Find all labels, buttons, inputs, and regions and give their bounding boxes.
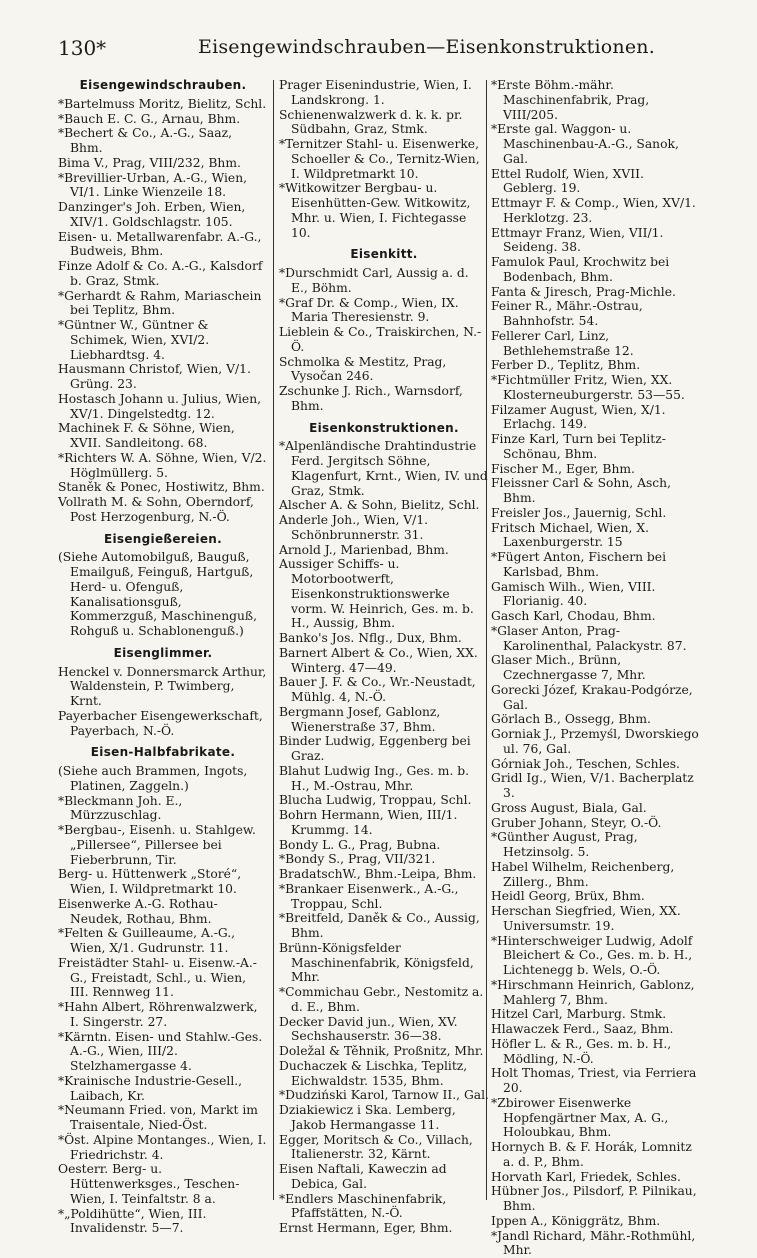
directory-entry: *Bechert & Co., A.-G., Saaz, Bhm. (58, 126, 268, 156)
directory-entry: Freistädter Stahl- u. Eisenw.-A.-G., Freistadt, Schl., u. Wien, III. Rennweg 11. (58, 956, 268, 1000)
directory-entry: BradatschW., Bhm.-Leipa, Bhm. (279, 867, 489, 882)
directory-entry: Bima V., Prag, VIII/232, Bhm. (58, 156, 268, 171)
directory-entry: Gorecki Józef, Krakau-Podgórze, Gal. (491, 683, 701, 713)
directory-entry: Gasch Karl, Chodau, Bhm. (491, 609, 701, 624)
directory-entry: Fischer M., Eger, Bhm. (491, 462, 701, 477)
directory-entry: *Brevillier-Urban, A.-G., Wien, VI/1. Linke Wienzeile 18. (58, 171, 268, 201)
directory-entry: Schmolka & Mestitz, Prag, Vysočan 246. (279, 355, 489, 385)
directory-entry: Görlach B., Ossegg, Bhm. (491, 712, 701, 727)
column-rule (486, 80, 487, 1200)
directory-entry: Hausmann Christof, Wien, V/1. Grüng. 23. (58, 362, 268, 392)
directory-entry: Alscher A. & Sohn, Bielitz, Schl. (279, 498, 489, 513)
directory-entry: *Felten & Guilleaume, A.-G., Wien, X/1. Gudrunstr. 11. (58, 926, 268, 956)
directory-entry: Eisen- u. Metallwarenfabr. A.-G., Budweis, Bhm. (58, 230, 268, 260)
section-heading: Eisenkonstruktionen. (279, 421, 489, 436)
section-heading: Eisengewindschrauben. (58, 78, 268, 93)
directory-entry: Finze Adolf & Co. A.-G., Kalsdorf b. Graz, Stmk. (58, 259, 268, 289)
section-heading: Eisengießereien. (58, 532, 268, 547)
directory-entry: *Bauch E. C. G., Arnau, Bhm. (58, 112, 268, 127)
directory-entry: *Commichau Gebr., Nestomitz a. d. E., Bhm. (279, 985, 489, 1015)
directory-entry: Habel Wilhelm, Reichenberg, Zillerg., Bhm. (491, 860, 701, 890)
directory-entry: Bauer J. F. & Co., Wr.-Neustadt, Mühlg. 4, N.-Ö. (279, 675, 489, 705)
directory-entry: Vollrath M. & Sohn, Oberndorf, Post Herzogenburg, N.-Ö. (58, 495, 268, 525)
directory-entry: *Bondy S., Prag, VII/321. (279, 852, 489, 867)
directory-entry: *Jandl Richard, Mähr.-Rothmühl, Mhr. (491, 1229, 701, 1258)
directory-entry: Blucha Ludwig, Troppau, Schl. (279, 793, 489, 808)
directory-entry: *Erste Böhm.-mähr. Maschinenfabrik, Prag, VIII/205. (491, 78, 701, 122)
page-header (58, 36, 698, 66)
directory-entry: Hornych B. & F. Horák, Lomnitz a. d. P., Bhm. (491, 1140, 701, 1170)
directory-entry: Staněk & Ponec, Hostiwitz, Bhm. (58, 480, 268, 495)
directory-entry: Ernst Hermann, Eger, Bhm. (279, 1221, 489, 1236)
column-1 (58, 78, 268, 1236)
directory-entry: *Dudziński Karol, Tarnow II., Gal. (279, 1088, 489, 1103)
directory-entry: Prager Eisenindustrie, Wien, I. Landskrong. 1. (279, 78, 489, 108)
section-heading: Eisenkitt. (279, 247, 489, 262)
directory-entry: Ettel Rudolf, Wien, XVII. Geblerg. 19. (491, 167, 701, 197)
section-heading: Eisenglimmer. (58, 646, 268, 661)
directory-entry: *Neumann Fried. von, Markt im Traisentale, Nied-Öst. (58, 1103, 268, 1133)
directory-entry: *Glaser Anton, Prag-Karolinenthal, Palackystr. 87. (491, 624, 701, 654)
directory-entry: Arnold J., Marienbad, Bhm. (279, 543, 489, 558)
directory-entry: *Richters W. A. Söhne, Wien, V/2. Höglmüllerg. 5. (58, 451, 268, 481)
directory-entry: Bergmann Josef, Gablonz, Wienerstraße 37, Bhm. (279, 705, 489, 735)
directory-entry: *Bergbau-, Eisenh. u. Stahlgew. „Pillersee“, Pillersee bei Fieberbrunn, Tir. (58, 823, 268, 867)
directory-entry: Payerbacher Eisengewerkschaft, Payerbach, N.-Ö. (58, 709, 268, 739)
directory-entry: Freisler Jos., Jauernig, Schl. (491, 506, 701, 521)
directory-entry: (Siehe Automobilguß, Bauguß, Emailguß, Feinguß, Hartguß, Herd- u. Ofenguß, Kanalisationsguß, Kommerzguß, Maschinenguß, Rohguß u. Schablonenguß.) (58, 550, 268, 639)
directory-entry: Egger, Moritsch & Co., Villach, Italienerstr. 32, Kärnt. (279, 1133, 489, 1163)
directory-entry: Doležal & Těhnik, Proßnitz, Mhr. (279, 1044, 489, 1059)
directory-entry: Fritsch Michael, Wien, X. Laxenburgerstr. 15 (491, 521, 701, 551)
directory-entry: Heidl Georg, Brüx, Bhm. (491, 889, 701, 904)
directory-entry: Schienenwalzwerk d. k. k. pr. Südbahn, Graz, Stmk. (279, 108, 489, 138)
directory-entry: (Siehe auch Brammen, Ingots, Platinen, Zaggeln.) (58, 764, 268, 794)
directory-entry: Hlawaczek Ferd., Saaz, Bhm. (491, 1022, 701, 1037)
directory-entry: Gruber Johann, Steyr, O.-Ö. (491, 816, 701, 831)
directory-entry: Gorniak J., Przemyśl, Dworskiego ul. 76, Gal. (491, 727, 701, 757)
section-heading: Eisen-Halbfabrikate. (58, 745, 268, 760)
column-rule (273, 80, 274, 1200)
directory-entry: Hitzel Carl, Marburg. Stmk. (491, 1007, 701, 1022)
directory-entry: Hübner Jos., Pilsdorf, P. Pilnikau, Bhm. (491, 1184, 701, 1214)
directory-entry: Eisen Naftali, Kaweczin ad Debica, Gal. (279, 1162, 489, 1192)
directory-entry: Herschan Siegfried, Wien, XX. Universumstr. 19. (491, 904, 701, 934)
directory-entry: *Zbirower Eisenwerke Hopfengärtner Max, A. G., Holoubkau, Bhm. (491, 1096, 701, 1140)
directory-entry: Holt Thomas, Triest, via Ferriera 20. (491, 1066, 701, 1096)
directory-entry: *Fügert Anton, Fischern bei Karlsbad, Bhm. (491, 550, 701, 580)
directory-entry: Zschunke J. Rich., Warnsdorf, Bhm. (279, 384, 489, 414)
directory-entry: *Bartelmuss Moritz, Bielitz, Schl. (58, 97, 268, 112)
directory-entry: *Witkowitzer Bergbau- u. Eisenhütten-Gew. Witkowitz, Mhr. u. Wien, I. Fichtegasse 10. (279, 181, 489, 240)
directory-entry: Feiner R., Mähr.-Ostrau, Bahnhofstr. 54. (491, 299, 701, 329)
directory-entry: Bohrn Hermann, Wien, III/1. Krummg. 14. (279, 808, 489, 838)
directory-entry: Anderle Joh., Wien, V/1. Schönbrunnerstr. 31. (279, 513, 489, 543)
directory-entry: Blahut Ludwig Ing., Ges. m. b. H., M.-Ostrau, Mhr. (279, 764, 489, 794)
directory-entry: *Hinterschweiger Ludwig, Adolf Bleichert & Co., Ges. m. b. H., Lichtenegg b. Wels, O.-Ö. (491, 934, 701, 978)
directory-entry: Berg- u. Hüttenwerk „Storé“, Wien, I. Wildpretmarkt 10. (58, 867, 268, 897)
directory-entry: *Brankaer Eisenwerk., A.-G., Troppau, Schl. (279, 882, 489, 912)
directory-entry: Ippen A., Königgrätz, Bhm. (491, 1214, 701, 1229)
directory-entry: *Kärntn. Eisen- und Stahlw.-Ges. A.-G., Wien, III/2. Stelzhamergasse 4. (58, 1030, 268, 1074)
directory-entry: *Graf Dr. & Comp., Wien, IX. Maria Theresienstr. 9. (279, 296, 489, 326)
directory-entry: *„Poldihütte“, Wien, III. Invalidenstr. 5—7. (58, 1207, 268, 1237)
directory-entry: Banko's Jos. Nflg., Dux, Bhm. (279, 631, 489, 646)
directory-entry: Barnert Albert & Co., Wien, XX. Winterg. 47—49. (279, 646, 489, 676)
directory-entry: *Günther August, Prag, Hetzinsolg. 5. (491, 830, 701, 860)
directory-entry: Fleissner Carl & Sohn, Asch, Bhm. (491, 476, 701, 506)
directory-entry: Glaser Mich., Brünn, Czechnergasse 7, Mhr. (491, 653, 701, 683)
directory-entry: *Breitfeld, Daněk & Co., Aussig, Bhm. (279, 911, 489, 941)
directory-entry: Gamisch Wilh., Wien, VIII. Florianig. 40. (491, 580, 701, 610)
directory-entry: Brünn-Königsfelder Maschinenfabrik, Königsfeld, Mhr. (279, 941, 489, 985)
directory-entry: Fellerer Carl, Linz, Bethlehemstraße 12. (491, 329, 701, 359)
directory-entry: Danzinger's Joh. Erben, Wien, XIV/1. Goldschlagstr. 105. (58, 200, 268, 230)
directory-entry: Duchaczek & Lischka, Teplitz, Eichwaldstr. 1535, Bhm. (279, 1059, 489, 1089)
column-2 (279, 78, 489, 1236)
directory-entry: Lieblein & Co., Traiskirchen, N.-Ö. (279, 325, 489, 355)
column-3 (491, 78, 701, 1258)
directory-entry: Finze Karl, Turn bei Teplitz-Schönau, Bhm. (491, 432, 701, 462)
directory-entry: Hostasch Johann u. Julius, Wien, XV/1. Dingelstedtg. 12. (58, 392, 268, 422)
directory-entry: Górniak Joh., Teschen, Schles. (491, 757, 701, 772)
directory-entry: Decker David jun., Wien, XV. Sechshauserstr. 36—38. (279, 1015, 489, 1045)
directory-entry: *Güntner W., Güntner & Schimek, Wien, XVI/2. Liebhardtsg. 4. (58, 318, 268, 362)
directory-entry: Ettmayr F. & Comp., Wien, XV/1. Herklotzg. 23. (491, 196, 701, 226)
directory-entry: *Erste gal. Waggon- u. Maschinenbau-A.-G., Sanok, Gal. (491, 122, 701, 166)
directory-entry: Binder Ludwig, Eggenberg bei Graz. (279, 734, 489, 764)
directory-entry: Gross August, Biala, Gal. (491, 801, 701, 816)
directory-entry: Henckel v. Donnersmarck Arthur, Waldenstein, P. Twimberg, Krnt. (58, 665, 268, 709)
running-title: Eisengewindschrauben—Eisenkonstruktionen. (198, 36, 655, 58)
directory-entry: Ettmayr Franz, Wien, VII/1. Seideng. 38. (491, 226, 701, 256)
directory-entry: Dziakiewicz i Ska. Lemberg, Jakob Hermangasse 11. (279, 1103, 489, 1133)
directory-entry: *Durschmidt Carl, Aussig a. d. E., Böhm. (279, 266, 489, 296)
directory-entry: Famulok Paul, Krochwitz bei Bodenbach, Bhm. (491, 255, 701, 285)
page-number: 130* (58, 36, 106, 60)
directory-entry: *Alpenländische Drahtindustrie Ferd. Jergitsch Söhne, Klagenfurt, Krnt., Wien, IV. und Graz, Stmk. (279, 439, 489, 498)
directory-entry: Aussiger Schiffs- u. Motorbootwerft, Eisenkonstruktionswerke vorm. W. Heinrich, Ges. m. b. H., Aussig, Bhm. (279, 557, 489, 631)
directory-entry: *Gerhardt & Rahm, Mariaschein bei Teplitz, Bhm. (58, 289, 268, 319)
directory-entry: Machinek F. & Söhne, Wien, XVII. Sandleitong. 68. (58, 421, 268, 451)
directory-entry: *Endlers Maschinenfabrik, Pfaffstätten, N.-Ö. (279, 1192, 489, 1222)
directory-entry: Gridl Ig., Wien, V/1. Bacherplatz 3. (491, 771, 701, 801)
directory-entry: Ferber D., Teplitz, Bhm. (491, 358, 701, 373)
directory-entry: *Ternitzer Stahl- u. Eisenwerke, Schoeller & Co., Ternitz-Wien, I. Wildpretmarkt 10. (279, 137, 489, 181)
directory-entry: *Hahn Albert, Röhrenwalzwerk, I. Singerstr. 27. (58, 1000, 268, 1030)
directory-entry: *Hirschmann Heinrich, Gablonz, Mahlerg 7, Bhm. (491, 978, 701, 1008)
directory-entry: Horvath Karl, Friedek, Schles. (491, 1170, 701, 1185)
directory-entry: Fanta & Jiresch, Prag-Michle. (491, 285, 701, 300)
directory-entry: Filzamer August, Wien, X/1. Erlachg. 149. (491, 403, 701, 433)
directory-entry: Oesterr. Berg- u. Hüttenwerksges., Teschen-Wien, I. Teinfaltstr. 8 a. (58, 1162, 268, 1206)
directory-entry: Höfler L. & R., Ges. m. b. H., Mödling, N.-Ö. (491, 1037, 701, 1067)
directory-entry: Bondy L. G., Prag, Bubna. (279, 838, 489, 853)
directory-entry: *Fichtmüller Fritz, Wien, XX. Klosterneuburgerstr. 53—55. (491, 373, 701, 403)
directory-entry: *Öst. Alpine Montanges., Wien, I. Friedrichstr. 4. (58, 1133, 268, 1163)
directory-entry: *Bleckmann Joh. E., Mürzzuschlag. (58, 794, 268, 824)
directory-entry: *Krainische Industrie-Gesell., Laibach, Kr. (58, 1074, 268, 1104)
directory-entry: Eisenwerke A.-G. Rothau-Neudek, Rothau, Bhm. (58, 897, 268, 927)
